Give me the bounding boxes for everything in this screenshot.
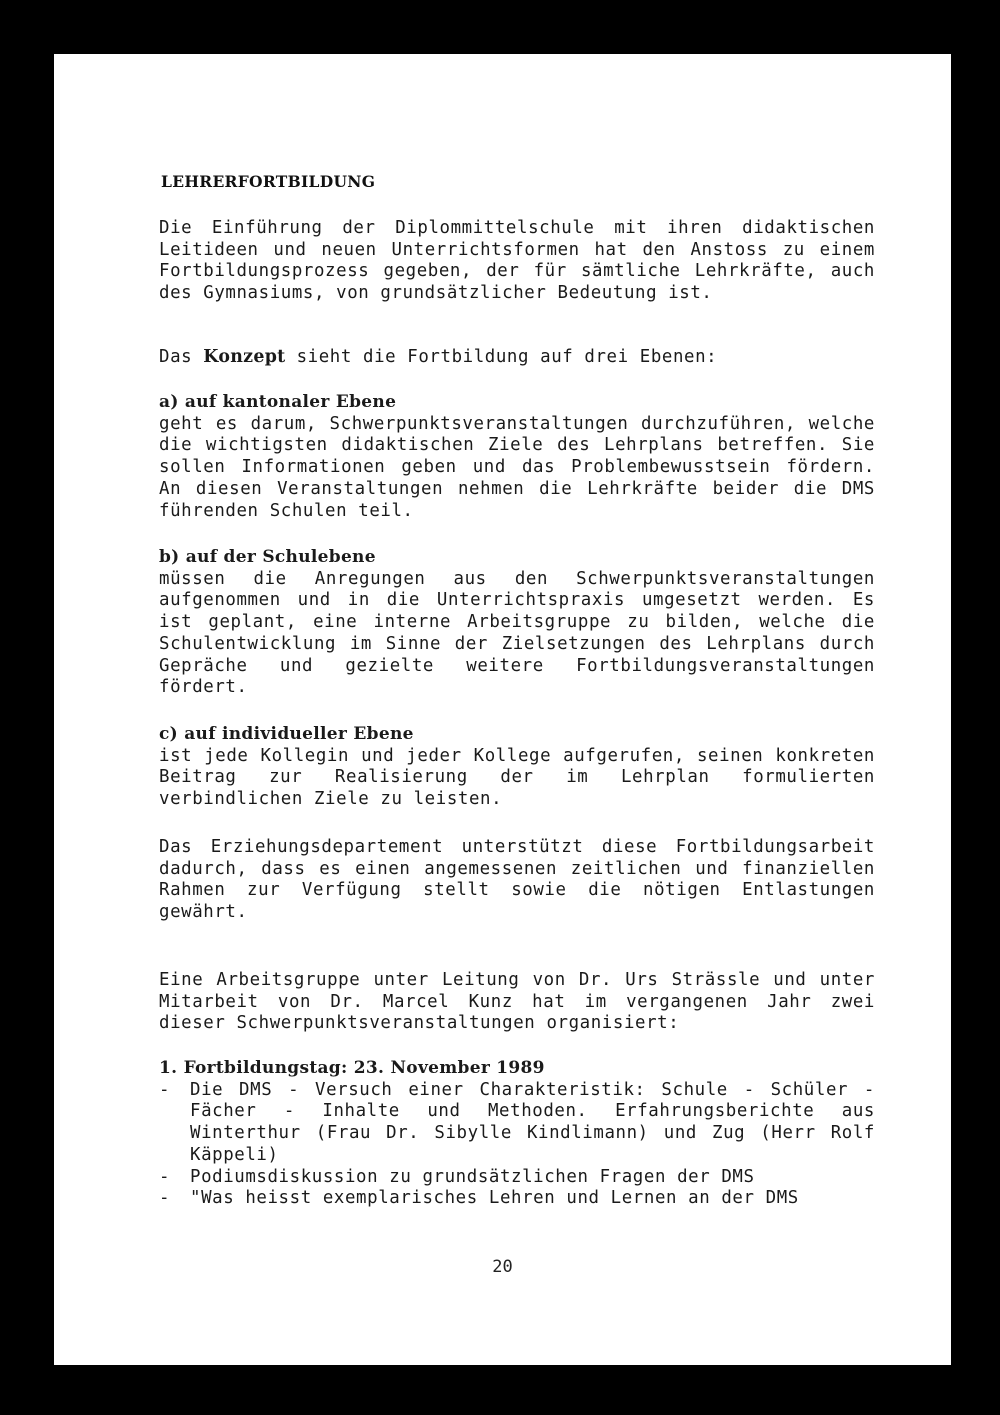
- event-item: - Podiumsdiskussion zu grundsätzlichen Fragen der DMS: [159, 1166, 755, 1187]
- page-number: 20: [492, 1257, 513, 1277]
- workgroup-paragraph: Eine Arbeitsgruppe unter Leitung von Dr. Urs Strässle und unter Mitarbeit von Dr. Marcel Kunz hat im vergangenen Jahr zwei dieser Schwerpunktsveranstaltungen organisiert:: [159, 970, 875, 1034]
- event-item-list: [159, 1080, 875, 1210]
- level-b-text: müssen die Anregungen aus den Schwerpunktsveranstaltungen aufgenommen und in die Unterrichtspraxis umgesetzt werden. Es ist geplant, eine interne Arbeitsgruppe zu bilden, welche die Schulentwicklung im Sinne der Zielsetzungen des Lehrplans durch Gepräche und gezielte weitere Fortbildungsveranstaltungen fördert.: [159, 568, 875, 698]
- concept-line: [159, 347, 875, 369]
- department-paragraph: Das Erziehungsdepartement unterstützt diese Fortbildungsarbeit dadurch, dass es einen angemessenen zeitlichen und finanziellen Rahmen zur Verfügung stellt sowie die nötigen Entlastungen gewährt.: [159, 837, 875, 923]
- dash-bullet-icon: -: [159, 1166, 171, 1187]
- level-b-heading: b) auf der Schulebene: [159, 547, 376, 567]
- event-heading: 1. Fortbildungstag: 23. November 1989: [159, 1058, 545, 1078]
- concept-suffix: sieht die Fortbildung auf drei Ebenen:: [296, 347, 718, 367]
- dash-bullet-icon: -: [159, 1188, 171, 1209]
- page-title: LEHRERFORTBILDUNG: [161, 172, 376, 191]
- intro-paragraph: Die Einführung der Diplommittelschule mit ihren didaktischen Leitideen und neuen Unterrichtsformen hat den Anstoss zu einem Fortbildungsprozess gegeben, der für sämtliche Lehrkräfte, auch des Gymnasiums, von grundsätzlicher Bedeutung ist.: [159, 218, 875, 304]
- dash-bullet-icon: -: [159, 1079, 171, 1100]
- level-a-text: geht es darum, Schwerpunktsveranstaltungen durchzuführen, welche die wichtigsten didaktischen Ziele des Lehrplans betreffen. Sie sollen Informationen geben und das Problembewusstsein fördern. An diesen Veranstaltungen nehmen die Lehrkräfte beider die DMS führenden Schulen teil.: [159, 413, 875, 521]
- level-a-section: [159, 392, 875, 522]
- level-c-text: ist jede Kollegin und jeder Kollege aufgerufen, seinen konkreten Beitrag zur Realisierung der im Lehrplan formulierten verbindlichen Ziele zu leisten.: [159, 745, 875, 810]
- concept-bold: Konzept: [203, 347, 286, 367]
- level-c-heading: c) auf individueller Ebene: [159, 724, 414, 744]
- event-section: [159, 1058, 875, 1210]
- level-c-section: [159, 724, 875, 811]
- level-a-heading: a) auf kantonaler Ebene: [159, 392, 397, 412]
- level-b-section: [159, 547, 875, 699]
- event-item: - "Was heisst exemplarisches Lehren und Lernen an der DMS: [159, 1188, 799, 1209]
- concept-prefix: Das: [159, 347, 193, 367]
- event-item: - Die DMS - Versuch einer Charakteristik: Schule - Schüler - Fächer - Inhalte und Methoden. Erfahrungsberichte aus Winterthur (Frau Dr. Sibylle Kindlimann) und Zug (Herr Rolf Käppeli): [159, 1079, 875, 1165]
- document-page: [54, 54, 951, 1365]
